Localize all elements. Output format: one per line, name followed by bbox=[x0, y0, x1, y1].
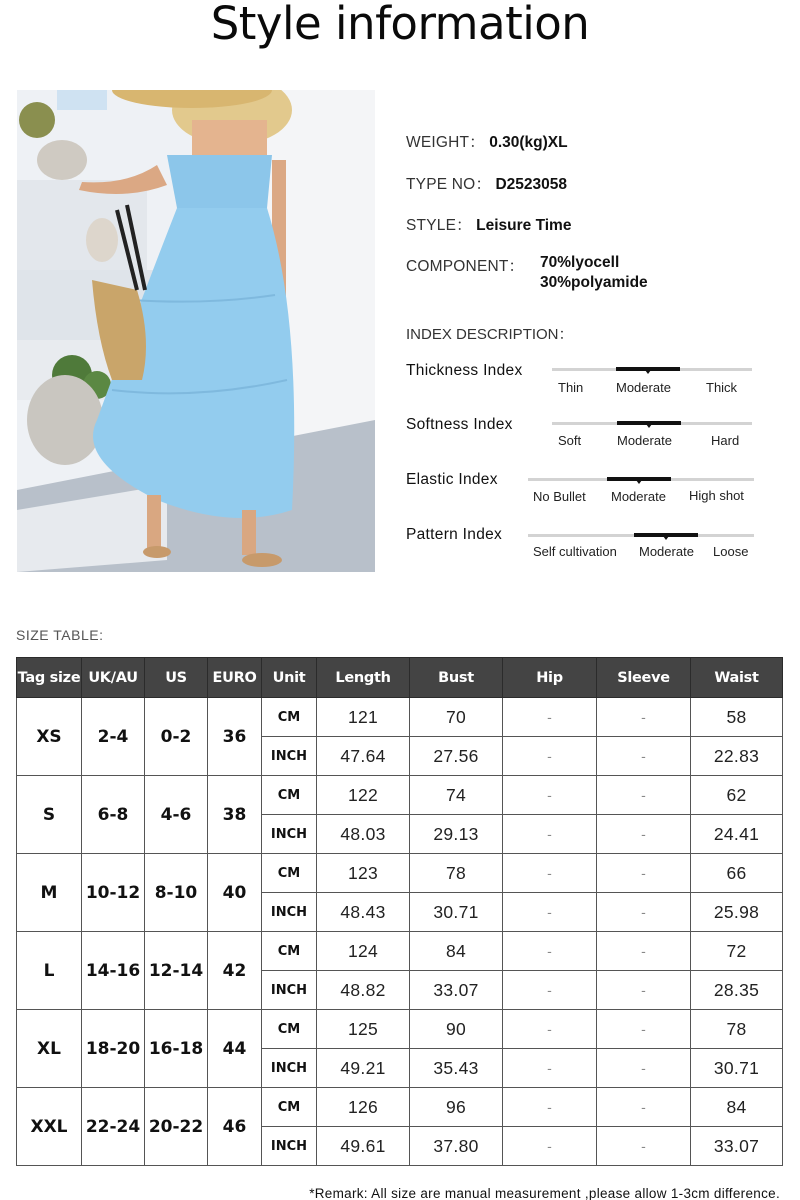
elastic-option-high-shot: High shot bbox=[689, 488, 744, 503]
table-row bbox=[17, 1088, 783, 1127]
pattern-selected-marker bbox=[634, 533, 698, 537]
header-sleeve: Sleeve bbox=[597, 658, 691, 698]
length-cell: 125 bbox=[317, 1010, 410, 1049]
header-euro: EURO bbox=[208, 658, 262, 698]
length-cell: 49.61 bbox=[317, 1127, 410, 1166]
us-cell: 16-18 bbox=[145, 1010, 208, 1088]
header-tag-size: Tag size bbox=[17, 658, 82, 698]
thickness-option-moderate: Moderate bbox=[616, 380, 671, 395]
tag-size-cell: L bbox=[17, 932, 82, 1010]
softness-option-soft: Soft bbox=[558, 433, 582, 448]
elastic-selected-marker bbox=[607, 477, 671, 481]
length-cell: 49.21 bbox=[317, 1049, 410, 1088]
waist-cell: 84 bbox=[691, 1088, 783, 1127]
thickness-selected-marker bbox=[616, 367, 680, 371]
euro-cell: 38 bbox=[208, 776, 262, 854]
unit-cell: INCH bbox=[262, 893, 317, 932]
header-uk-au: UK/AU bbox=[82, 658, 145, 698]
waist-cell: 24.41 bbox=[691, 815, 783, 854]
sleeve-cell: - bbox=[597, 776, 691, 815]
header-us: US bbox=[145, 658, 208, 698]
pattern-option-moderate: Moderate bbox=[639, 544, 694, 559]
header-hip: Hip bbox=[503, 658, 597, 698]
unit-cell: INCH bbox=[262, 1127, 317, 1166]
type-label: TYPE NO： bbox=[406, 176, 492, 193]
hip-cell: - bbox=[503, 1088, 597, 1127]
page-title: Style information bbox=[210, 0, 590, 50]
waist-cell: 25.98 bbox=[691, 893, 783, 932]
elastic-index-label: Elastic Index bbox=[406, 471, 498, 488]
softness-index-label: Softness Index bbox=[406, 416, 513, 433]
thickness-index-label: Thickness Index bbox=[406, 362, 523, 379]
unit-cell: CM bbox=[262, 776, 317, 815]
table-row bbox=[17, 698, 783, 737]
sleeve-cell: - bbox=[597, 854, 691, 893]
uk-au-cell: 2-4 bbox=[82, 698, 145, 776]
euro-cell: 36 bbox=[208, 698, 262, 776]
unit-cell: INCH bbox=[262, 1049, 317, 1088]
uk-au-cell: 14-16 bbox=[82, 932, 145, 1010]
size-table-header bbox=[17, 658, 783, 698]
sleeve-cell: - bbox=[597, 893, 691, 932]
uk-au-cell: 6-8 bbox=[82, 776, 145, 854]
euro-cell: 40 bbox=[208, 854, 262, 932]
size-table bbox=[16, 657, 783, 1166]
bust-cell: 29.13 bbox=[410, 815, 503, 854]
waist-cell: 58 bbox=[691, 698, 783, 737]
softness-option-hard: Hard bbox=[711, 433, 740, 448]
hip-cell: - bbox=[503, 698, 597, 737]
length-cell: 123 bbox=[317, 854, 410, 893]
pattern-option-self-cultivation: Self cultivation bbox=[533, 544, 617, 559]
bust-cell: 70 bbox=[410, 698, 503, 737]
weight-row bbox=[406, 130, 568, 152]
unit-cell: INCH bbox=[262, 737, 317, 776]
length-cell: 124 bbox=[317, 932, 410, 971]
hip-cell: - bbox=[503, 1010, 597, 1049]
header-unit: Unit bbox=[262, 658, 317, 698]
header-waist: Waist bbox=[691, 658, 783, 698]
us-cell: 4-6 bbox=[145, 776, 208, 854]
softness-index bbox=[406, 416, 786, 456]
waist-cell: 66 bbox=[691, 854, 783, 893]
product-photo bbox=[17, 90, 375, 572]
pattern-option-loose: Loose bbox=[713, 544, 749, 559]
hip-cell: - bbox=[503, 854, 597, 893]
hip-cell: - bbox=[503, 893, 597, 932]
sleeve-cell: - bbox=[597, 1088, 691, 1127]
waist-cell: 62 bbox=[691, 776, 783, 815]
sleeve-cell: - bbox=[597, 698, 691, 737]
hip-cell: - bbox=[503, 815, 597, 854]
bust-cell: 33.07 bbox=[410, 971, 503, 1010]
pattern-scale-bar bbox=[528, 534, 754, 537]
uk-au-cell: 10-12 bbox=[82, 854, 145, 932]
softness-scale-bar bbox=[552, 422, 752, 425]
product-photo-illustration bbox=[17, 90, 375, 572]
uk-au-cell: 22-24 bbox=[82, 1088, 145, 1166]
bust-cell: 74 bbox=[410, 776, 503, 815]
index-description-title: INDEX DESCRIPTION： bbox=[406, 326, 574, 343]
unit-cell: INCH bbox=[262, 815, 317, 854]
hip-cell: - bbox=[503, 1127, 597, 1166]
us-cell: 20-22 bbox=[145, 1088, 208, 1166]
length-cell: 48.43 bbox=[317, 893, 410, 932]
pattern-index bbox=[406, 526, 786, 566]
style-label: STYLE： bbox=[406, 217, 472, 234]
bust-cell: 96 bbox=[410, 1088, 503, 1127]
component-value-1: 70%lyocell bbox=[540, 254, 620, 271]
sleeve-cell: - bbox=[597, 815, 691, 854]
tag-size-cell: S bbox=[17, 776, 82, 854]
bust-cell: 37.80 bbox=[410, 1127, 503, 1166]
size-table-title: SIZE TABLE: bbox=[16, 627, 104, 643]
uk-au-cell: 18-20 bbox=[82, 1010, 145, 1088]
length-cell: 48.82 bbox=[317, 971, 410, 1010]
bust-cell: 78 bbox=[410, 854, 503, 893]
unit-cell: CM bbox=[262, 698, 317, 737]
component-label: COMPONENT： bbox=[406, 258, 525, 275]
elastic-option-moderate: Moderate bbox=[611, 489, 666, 504]
thickness-option-thin: Thin bbox=[558, 380, 584, 395]
unit-cell: CM bbox=[262, 1088, 317, 1127]
sleeve-cell: - bbox=[597, 737, 691, 776]
length-cell: 126 bbox=[317, 1088, 410, 1127]
waist-cell: 30.71 bbox=[691, 1049, 783, 1088]
thickness-option-thick: Thick bbox=[706, 380, 738, 395]
sleeve-cell: - bbox=[597, 971, 691, 1010]
elastic-index bbox=[406, 471, 786, 511]
measurement-remark: *Remark: All size are manual measurement ,please allow 1-3cm difference. bbox=[309, 1186, 780, 1200]
thickness-index bbox=[406, 362, 786, 402]
table-row bbox=[17, 854, 783, 893]
hip-cell: - bbox=[503, 1049, 597, 1088]
bust-cell: 84 bbox=[410, 932, 503, 971]
tag-size-cell: XS bbox=[17, 698, 82, 776]
euro-cell: 42 bbox=[208, 932, 262, 1010]
hip-cell: - bbox=[503, 971, 597, 1010]
euro-cell: 44 bbox=[208, 1010, 262, 1088]
hip-cell: - bbox=[503, 932, 597, 971]
tag-size-cell: M bbox=[17, 854, 82, 932]
tag-size-cell: XXL bbox=[17, 1088, 82, 1166]
style-row bbox=[406, 213, 571, 235]
header-bust: Bust bbox=[410, 658, 503, 698]
type-value: D2523058 bbox=[495, 176, 567, 193]
thickness-scale-bar bbox=[552, 368, 752, 371]
unit-cell: CM bbox=[262, 854, 317, 893]
euro-cell: 46 bbox=[208, 1088, 262, 1166]
sleeve-cell: - bbox=[597, 1049, 691, 1088]
bust-cell: 27.56 bbox=[410, 737, 503, 776]
softness-option-moderate: Moderate bbox=[617, 433, 672, 448]
table-row bbox=[17, 776, 783, 815]
component-row bbox=[406, 254, 786, 298]
length-cell: 48.03 bbox=[317, 815, 410, 854]
us-cell: 8-10 bbox=[145, 854, 208, 932]
elastic-scale-bar bbox=[528, 478, 754, 481]
unit-cell: CM bbox=[262, 1010, 317, 1049]
softness-selected-marker bbox=[617, 421, 681, 425]
waist-cell: 33.07 bbox=[691, 1127, 783, 1166]
unit-cell: INCH bbox=[262, 971, 317, 1010]
length-cell: 47.64 bbox=[317, 737, 410, 776]
waist-cell: 28.35 bbox=[691, 971, 783, 1010]
tag-size-cell: XL bbox=[17, 1010, 82, 1088]
elastic-option-no-bullet: No Bullet bbox=[533, 489, 586, 504]
waist-cell: 78 bbox=[691, 1010, 783, 1049]
weight-label: WEIGHT： bbox=[406, 134, 485, 151]
sleeve-cell: - bbox=[597, 1010, 691, 1049]
hip-cell: - bbox=[503, 776, 597, 815]
bust-cell: 90 bbox=[410, 1010, 503, 1049]
hip-cell: - bbox=[503, 737, 597, 776]
length-cell: 122 bbox=[317, 776, 410, 815]
length-cell: 121 bbox=[317, 698, 410, 737]
table-row bbox=[17, 1010, 783, 1049]
us-cell: 0-2 bbox=[145, 698, 208, 776]
us-cell: 12-14 bbox=[145, 932, 208, 1010]
waist-cell: 72 bbox=[691, 932, 783, 971]
waist-cell: 22.83 bbox=[691, 737, 783, 776]
weight-value: 0.30(kg)XL bbox=[489, 134, 568, 151]
table-row bbox=[17, 932, 783, 971]
bust-cell: 30.71 bbox=[410, 893, 503, 932]
component-value-2: 30%polyamide bbox=[540, 274, 648, 291]
sleeve-cell: - bbox=[597, 1127, 691, 1166]
bust-cell: 35.43 bbox=[410, 1049, 503, 1088]
type-row bbox=[406, 172, 567, 194]
style-value: Leisure Time bbox=[476, 217, 572, 234]
pattern-index-label: Pattern Index bbox=[406, 526, 503, 543]
sleeve-cell: - bbox=[597, 932, 691, 971]
header-length: Length bbox=[317, 658, 410, 698]
unit-cell: CM bbox=[262, 932, 317, 971]
